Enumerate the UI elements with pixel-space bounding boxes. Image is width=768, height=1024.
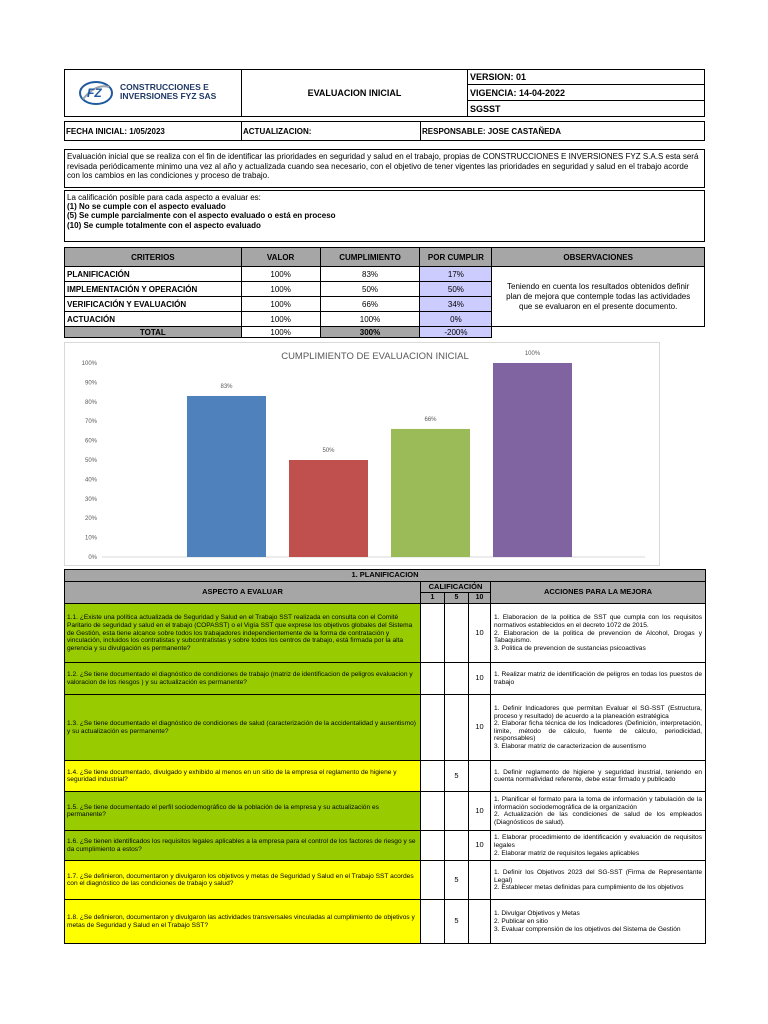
score-cell-5: 5: [445, 861, 469, 900]
criteria-por-cumplir: 34%: [420, 297, 492, 312]
bar-value-label: 50%: [322, 448, 335, 454]
scale-intro: La calificación posible para cada aspecto a evaluar es:: [67, 193, 261, 202]
table-row: [65, 663, 706, 695]
bar-value-label: 66%: [424, 416, 437, 423]
action-item: 2. Establecer metas definidas para cumplimiento de los objetivos: [494, 884, 684, 892]
criteria-valor: 100%: [241, 312, 320, 327]
company-name: [120, 83, 216, 101]
bar: [289, 460, 368, 557]
criteria-name: ACTUACIÓN: [65, 312, 242, 327]
action-item: 1. Realizar matriz de identificación de peligros en todas los puestos de trabajo: [494, 671, 703, 686]
total-por-cumplir: -200%: [420, 327, 492, 338]
score-cell-5: [445, 604, 469, 663]
score-cell-1: [421, 663, 445, 695]
criteria-valor: 100%: [241, 282, 320, 297]
score-cell-1: [421, 861, 445, 900]
score-cell-10: 10: [469, 604, 491, 663]
company-line1: CONSTRUCCIONES E: [120, 82, 209, 92]
compliance-chart: [64, 342, 660, 566]
company-line2: INVERSIONES FYZ SAS: [120, 90, 217, 101]
improvement-actions: [491, 761, 706, 792]
logo-cell: [64, 69, 242, 117]
action-item: 2. Elaborar matriz de requisitos legales aplicables: [494, 849, 640, 857]
score-cell-10: 10: [469, 792, 491, 831]
score-header-10: 10: [469, 593, 491, 604]
table-row: [65, 604, 706, 663]
criteria-valor: 100%: [241, 267, 320, 282]
actualizacion: ACTUALIZACION:: [241, 121, 421, 141]
aspect-question: 1.8. ¿Se definieron, documentaron y divulgaron las actividades transversales vinculadas al cumplimiento de objetivos y metas de Seguridad y Salud en el Trabajo SST?: [65, 900, 421, 944]
score-cell-1: [421, 604, 445, 663]
aspect-question: 1.1. ¿Existe una política actualizada de Seguridad y Salud en el Trabajo SST realizada en consulta con el Comité Paritario de seguridad y salud en el trabajo (COPASST) o el Vigía SST que exprese los objetivos globales del Sistema de Gestión, esta tiene alcance sobre todos los trabajadores independientemente de la forma de contratación y vinculación, incluidos los contratistas y subcontratistas y sobre todos los centros de trabajo, está firmada por la alta gerencia y su divulgación es permanente?: [65, 604, 421, 663]
version-label: VERSION: 01: [467, 69, 705, 85]
action-item: 1. Definir los Objetivos 2023 del SG-SST (Firma de Representante Legal): [494, 868, 703, 884]
action-item: 1. Divulgar Objetivos y Metas: [494, 910, 580, 918]
criteria-por-cumplir: 0%: [420, 312, 492, 327]
score-cell-10: 10: [469, 831, 491, 861]
logo-text: FZ: [87, 86, 102, 100]
description: Evaluación inicial que se realiza con el fin de identificar las prioridades en seguridad y salud en el trabajo, propias de CONSTRUCCIONES E INVERSIONES FYZ S.A.S esta será revisada periódicamente minimo una vez al año y actualizada cuando sea necesario, con el objetivo de tener vigentes las prioridades en seguridad y salud en el trabajo acorde con los cambios en las condiciones y proceso de trabajo.: [64, 149, 705, 188]
y-tick-label: 60%: [84, 438, 97, 445]
score-cell-1: [421, 695, 445, 761]
criteria-row: [65, 267, 705, 282]
y-tick-label: 20%: [84, 516, 97, 523]
improvement-actions: [491, 663, 706, 695]
y-tick-label: 90%: [84, 380, 97, 387]
criteria-por-cumplir: 17%: [420, 267, 492, 282]
total-row: [65, 327, 705, 338]
fecha-inicial: FECHA INICIAL: 1/05/2023: [64, 121, 242, 141]
observaciones-header: OBSERVACIONES: [492, 248, 705, 267]
calificacion-header: CALIFICACIÓN: [421, 581, 491, 593]
aspecto-header: ASPECTO A EVALUAR: [65, 581, 421, 604]
criteria-name: VERIFICACIÓN Y EVALUACIÓN: [65, 297, 242, 312]
total-valor: 100%: [241, 327, 320, 338]
action-item: 3. Evaluar comprensión de los objetivos del Sistema de Gestión: [494, 925, 681, 933]
y-tick-label: 30%: [84, 496, 97, 503]
criteria-valor: 100%: [241, 297, 320, 312]
score-cell-5: 5: [445, 761, 469, 792]
table-row: [65, 792, 706, 831]
bar: [187, 396, 266, 557]
responsable: RESPONSABLE: JOSE CASTAÑEDA: [420, 121, 705, 141]
table-row: [65, 900, 706, 944]
total-label: TOTAL: [65, 327, 242, 338]
chart-title: CUMPLIMIENTO DE EVALUACION INICIAL: [281, 351, 469, 362]
table-row: [65, 761, 706, 792]
aspect-question: 1.2. ¿Se tiene documentado el diagnóstico de condiciones de trabajo (matriz de identificacion de peligros evaluacion y valoracion de los riesgos ) y su actualización es permanente?: [65, 663, 421, 695]
score-cell-1: [421, 761, 445, 792]
score-cell-10: [469, 900, 491, 944]
aspect-question: 1.6. ¿Se tienen identificados los requisitos legales aplicables a la empresa para el control de los factores de riesgo y se da cumplimiento a estos?: [65, 831, 421, 861]
table-row: [65, 695, 706, 761]
action-item: 2. Actualización de las condiciones de salud de los empleados (Diagnósticos de salud).: [494, 811, 703, 826]
score-cell-1: [421, 900, 445, 944]
por-cumplir-header: POR CUMPLIR: [420, 248, 492, 267]
criteria-header: CRITERIOS: [65, 248, 242, 267]
improvement-actions: [491, 604, 706, 663]
action-item: 3. Politica de prevencion de sustancias psicoactivas: [494, 644, 646, 652]
action-item: 2. Publicar en sitio: [494, 918, 548, 925]
cumplimiento-header: CUMPLIMIENTO: [320, 248, 420, 267]
y-tick-label: 0%: [88, 555, 97, 561]
score-cell-5: [445, 663, 469, 695]
criteria-name: PLANIFICACIÓN: [65, 267, 242, 282]
improvement-actions: [491, 695, 706, 761]
score-cell-10: [469, 861, 491, 900]
score-cell-1: [421, 831, 445, 861]
y-tick-label: 40%: [84, 477, 97, 484]
score-cell-5: 5: [445, 900, 469, 944]
sgsst-label: SGSST: [467, 100, 705, 117]
score-header-1: 1: [421, 593, 445, 604]
criteria-cumplimiento: 66%: [320, 297, 420, 312]
score-cell-1: [421, 792, 445, 831]
action-item: 1. Planificar el formato para la toma de información y tabulación de la información sociodemográfica de la organización: [494, 796, 703, 811]
criteria-por-cumplir: 50%: [420, 282, 492, 297]
y-tick-label: 70%: [84, 419, 97, 426]
section-title: 1. PLANIFICACION: [65, 570, 706, 582]
bar-value-label: 83%: [220, 383, 233, 390]
action-item: 2. Elaborar ficha técnica de los Indicadores (Definición, interpretación, limite, método de cálculo, fuente de cálculo, periodicidad, responsables): [494, 720, 703, 743]
score-cell-5: [445, 831, 469, 861]
y-tick-label: 100%: [81, 361, 97, 367]
score-cell-5: [445, 695, 469, 761]
criteria-cumplimiento: 100%: [320, 312, 420, 327]
observaciones-text: Teniendo en cuenta los resultados obtenidos definir plan de mejora que contemple todas las actividades que se evaluaron en el presente documento.: [492, 267, 705, 327]
y-tick-label: 80%: [84, 399, 97, 406]
y-tick-label: 10%: [84, 535, 97, 542]
score-cell-5: [445, 792, 469, 831]
improvement-actions: [491, 900, 706, 944]
score-cell-10: 10: [469, 663, 491, 695]
criteria-cumplimiento: 83%: [320, 267, 420, 282]
aspect-question: 1.4. ¿Se tiene documentado, divulgado y exhibido al menos en un sitio de la empresa el reglamento de higiene y seguridad industrial?: [65, 761, 421, 792]
total-cumplimiento: 300%: [320, 327, 420, 338]
action-item: 2. Elaboracion de la politica de prevencion de Alcohol, Drogas y Tabaquismo.: [494, 629, 703, 645]
bar-value-label: 100%: [524, 351, 541, 357]
action-item: 3. Elaborar matriz de caracterizacion de ausentismo: [494, 742, 647, 750]
company-logo-icon: [79, 81, 113, 105]
scale-option-5: (5) Se cumple parcialmente con el aspecto evaluado o está en proceso: [67, 211, 336, 221]
document-title: EVALUACION INICIAL: [241, 69, 468, 117]
action-item: 1. Definir reglamento de higiene y seguridad inustrial, teniendo en cuenta normatividad referente, debe estar firmado y publicado: [494, 768, 703, 784]
table-row: [65, 861, 706, 900]
chart-svg: [65, 343, 657, 563]
criteria-table: [64, 247, 705, 338]
acciones-header: ACCIONES PARA LA MEJORA: [491, 581, 706, 604]
scale-option-1: (1) No se cumple con el aspecto evaluado: [67, 202, 226, 212]
y-tick-label: 50%: [84, 458, 97, 464]
improvement-actions: [491, 861, 706, 900]
improvement-actions: [491, 792, 706, 831]
criteria-cumplimiento: 50%: [320, 282, 420, 297]
score-cell-10: [469, 761, 491, 792]
vigencia-label: VIGENCIA: 14-04-2022: [467, 84, 705, 101]
criteria-name: IMPLEMENTACIÓN Y OPERACIÓN: [65, 282, 242, 297]
aspect-question: 1.3. ¿Se tiene documentado el diagnóstico de condiciones de salud (caracterización de la accidentalidad y ausentismo) y su actualización es permanente?: [65, 695, 421, 761]
improvement-actions: [491, 831, 706, 861]
action-item: 1. Definir Indicadores que permitan Evaluar el SG-SST (Estructura, proceso y resultado) de acuerdo a la planeación estratégica: [494, 705, 703, 720]
score-header-5: 5: [445, 593, 469, 604]
rating-scale: [64, 190, 705, 242]
aspect-question: 1.5. ¿Se tiene documentado el perfil sociodemográfico de la población de la empresa y su actualización es permanente?: [65, 792, 421, 831]
score-cell-10: 10: [469, 695, 491, 761]
valor-header: VALOR: [241, 248, 320, 267]
action-item: 1. Elaboracion de la politica de SST que cumpla con los requisitos normativos establecidos en el decreto 1072 de 2015.: [494, 614, 703, 629]
planning-table: [64, 569, 706, 944]
scale-option-10: (10) Se cumple totalmente con el aspecto evaluado: [67, 220, 261, 230]
bar: [391, 429, 470, 557]
bar: [493, 363, 572, 557]
action-item: 1. Elaborar procedimiento de identificación y evaluación de requisitos legales: [494, 834, 703, 849]
table-row: [65, 831, 706, 861]
aspect-question: 1.7. ¿Se definieron, documentaron y divulgaron los objetivos y metas de Seguridad y Salud en el Trabajo SST acordes con el diagnóstico de las condiciones de trabajo y salud?: [65, 861, 421, 900]
